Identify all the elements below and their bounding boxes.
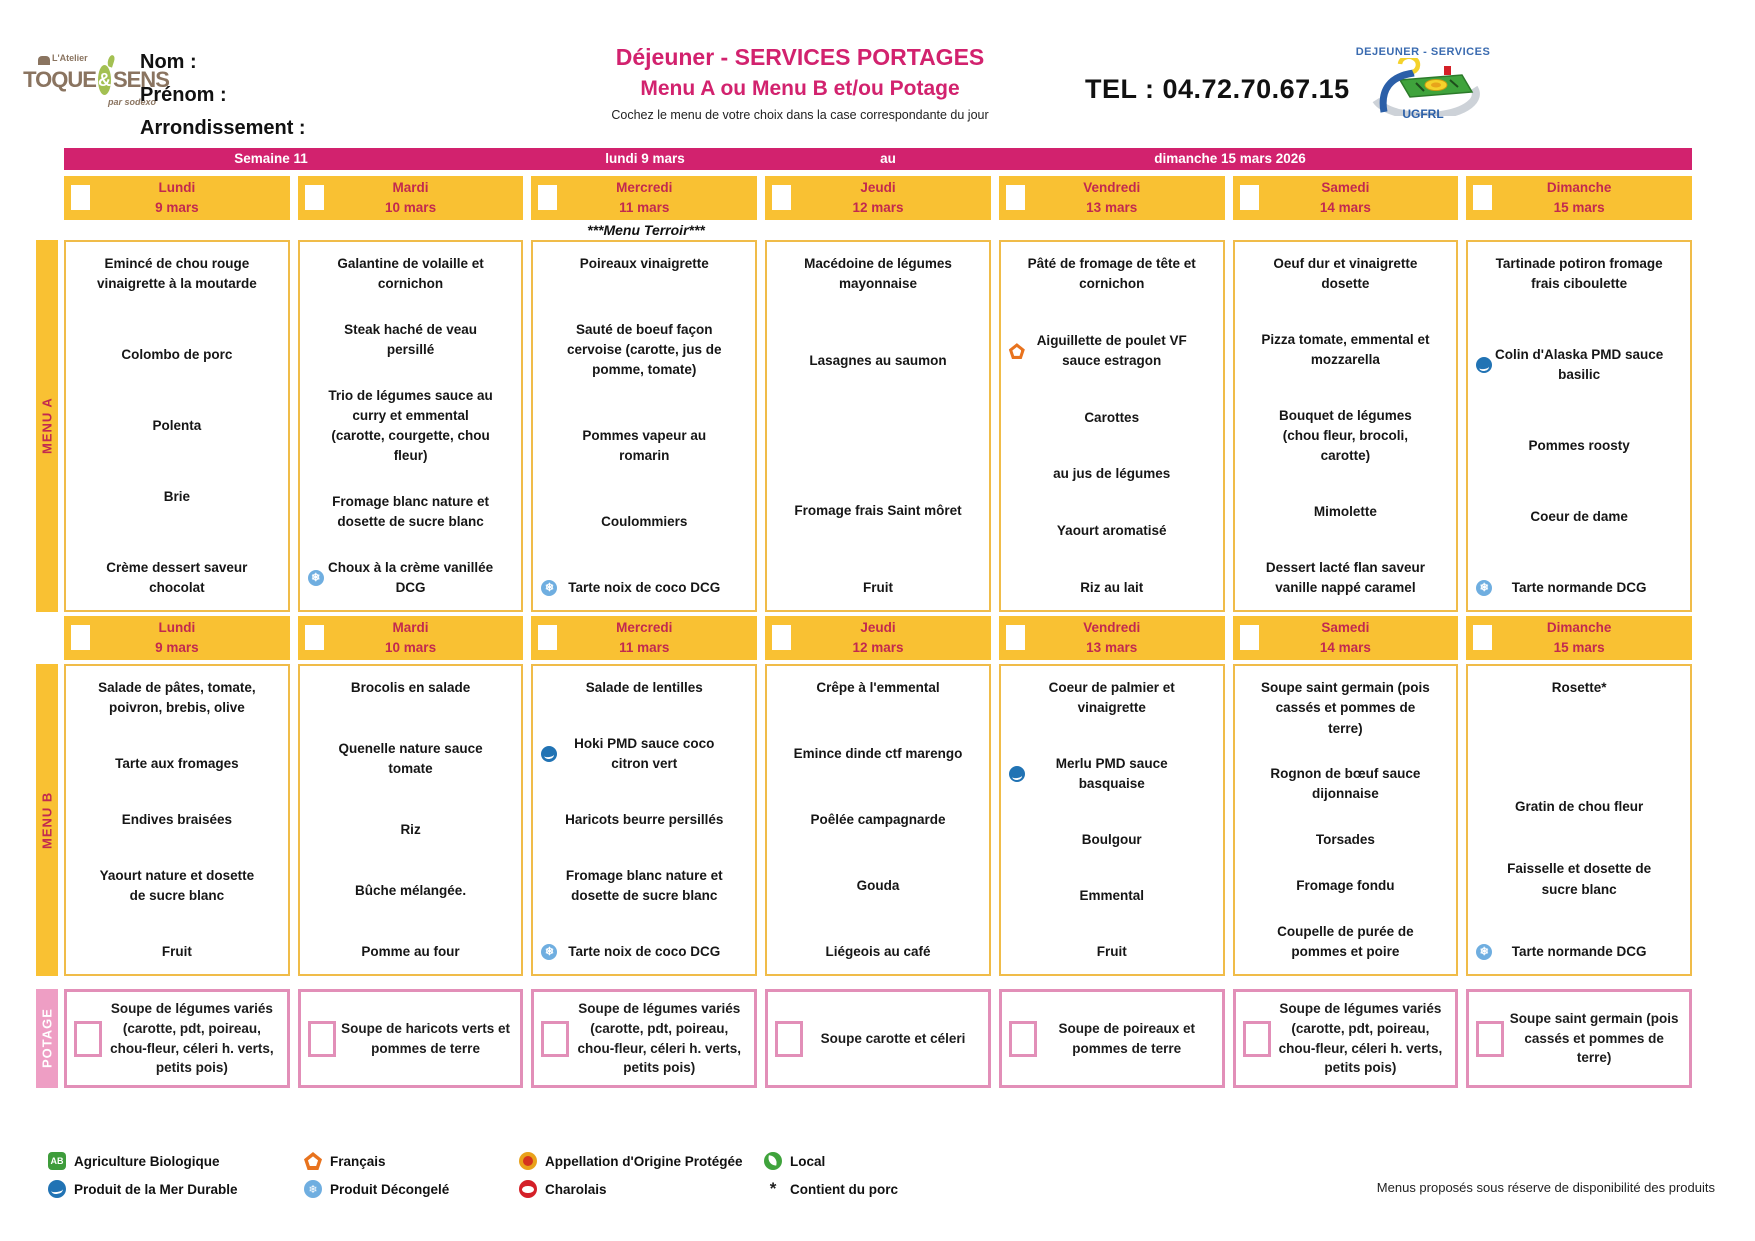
menu-item: [1005, 886, 1219, 906]
legend-label: Agriculture Biologique: [74, 1153, 220, 1169]
menu-card: [64, 664, 290, 976]
menu-item: [1239, 406, 1453, 467]
day-header-cell: [298, 176, 524, 220]
menu-item-text: Bûche mélangée.: [355, 882, 467, 898]
dejeuner-services-ugfrl-logo: [1348, 46, 1498, 121]
potage-item-text: Soupe carotte et céleri: [820, 1030, 966, 1046]
menu-item: [1472, 740, 1686, 755]
menu-item: [1472, 578, 1686, 598]
menu-item-text: Emincé de chou rouge vinaigrette à la moutarde: [96, 256, 257, 292]
menu-b-label: MENU B: [36, 664, 58, 976]
name-label[interactable]: Nom :: [140, 51, 197, 73]
menu-card: [298, 664, 524, 976]
day-checkbox[interactable]: [538, 625, 557, 650]
menu-item: [304, 820, 518, 840]
menu-item: [537, 320, 751, 381]
day-date: 13 mars: [1086, 199, 1138, 215]
footer-note: Menus proposés sous réserve de disponibilité des produits: [1376, 1180, 1715, 1195]
day-name: Jeudi: [860, 179, 896, 195]
menu-item: [70, 866, 284, 907]
menu-item: [771, 501, 985, 521]
day-header-cell: [765, 176, 991, 220]
day-date: 12 mars: [852, 199, 904, 215]
menu-item: [1005, 754, 1219, 795]
menu-item: [1005, 521, 1219, 541]
menu-item: [771, 254, 985, 295]
day-date: 10 mars: [385, 639, 437, 655]
menu-card: [298, 240, 524, 612]
menu-item: [537, 254, 751, 274]
logo-sens-text: SENS: [112, 67, 169, 92]
decongele-icon: [541, 580, 557, 596]
menu-item: [1472, 345, 1686, 386]
logo-atelier-text: L'Atelier: [52, 53, 88, 63]
menu-item-text: Lasagnes au saumon: [809, 353, 947, 369]
menu-item: [70, 254, 284, 295]
menu-item-text: Fromage blanc nature et dosette de sucre blanc: [565, 867, 723, 903]
menu-item-text: Coupelle de purée de pommes et poire: [1277, 923, 1414, 959]
menu-item-text: Gouda: [856, 877, 900, 893]
potage-card: [999, 989, 1225, 1088]
day-name: Vendredi: [1083, 619, 1141, 635]
menu-item-text: Rognon de bœuf sauce dijonnaise: [1270, 766, 1421, 802]
menu-item: [1472, 436, 1686, 456]
legend-item: [764, 1152, 944, 1170]
day-header-cell: [1233, 176, 1459, 220]
day-header-cell: [1466, 176, 1692, 220]
menu-item-text: Dessert lacté flan saveur vanille nappé caramel: [1265, 559, 1425, 595]
logo-sodexo-text: par sodexo: [107, 97, 156, 107]
menu-item-text: Coeur de palmier et vinaigrette: [1048, 680, 1175, 716]
menu-item-text: Fromage fondu: [1296, 877, 1395, 893]
menu-item-text: Hoki PMD sauce coco citron vert: [574, 735, 715, 772]
day-header-cell: [999, 176, 1225, 220]
menu-item-text: Tarte normande DCG: [1511, 943, 1647, 959]
menu-item-text: Fruit: [862, 579, 893, 595]
ampersand-leaf-icon: &: [98, 65, 111, 95]
day-checkbox[interactable]: [772, 625, 791, 650]
week-number: Semaine 11: [234, 151, 308, 166]
day-checkbox[interactable]: [772, 185, 791, 210]
day-name: Mercredi: [616, 619, 673, 635]
menu-item: [1239, 922, 1453, 963]
day-checkbox[interactable]: [1473, 185, 1492, 210]
legend-label: Produit Décongelé: [330, 1181, 450, 1197]
day-checkbox[interactable]: [305, 185, 324, 210]
aop-icon: [519, 1152, 537, 1170]
day-name: Dimanche: [1546, 619, 1612, 635]
menu-item-text: Fromage frais Saint môret: [794, 502, 962, 518]
menu-item-text: Gratin de chou fleur: [1515, 799, 1644, 815]
menu-item-text: Carottes: [1084, 409, 1140, 425]
day-header-row-2: [64, 616, 1692, 660]
menu-item: [304, 678, 518, 698]
legend-item: [304, 1179, 519, 1199]
decongele-icon: [541, 944, 557, 960]
day-header-cell: [999, 616, 1225, 660]
potage-checkbox[interactable]: [1009, 1021, 1037, 1057]
potage-card: [531, 989, 757, 1088]
ugfrl-text: UGFRL: [1402, 107, 1444, 121]
day-name: Mercredi: [616, 179, 673, 195]
day-date: 15 mars: [1553, 199, 1605, 215]
week-end-date: dimanche 15 mars 2026: [1154, 151, 1306, 166]
menu-item: [537, 512, 751, 532]
potage-label: POTAGE: [36, 989, 58, 1088]
menu-item: [1239, 558, 1453, 599]
legend-label: Local: [790, 1153, 826, 1169]
menu-item: [1239, 830, 1453, 850]
menu-item-text: Oeuf dur et vinaigrette dosette: [1273, 256, 1418, 292]
legend-label: Charolais: [545, 1181, 607, 1197]
menu-item: [537, 866, 751, 907]
day-header-cell: [765, 616, 991, 660]
potage-item-text: Soupe de légumes variés (carotte, pdt, poireau, chou-fleur, céleri h. verts, petits pois): [110, 1001, 274, 1076]
menu-item-text: Endives braisées: [121, 811, 233, 827]
legend-item: [519, 1179, 764, 1199]
decongele-icon: [1476, 580, 1492, 596]
menu-item-text: Soupe saint germain (pois cassés et pommes de terre): [1261, 680, 1430, 736]
menu-item-text: Torsades: [1315, 832, 1375, 848]
menu-item: [537, 426, 751, 467]
menu-item-text: Tarte noix de coco DCG: [568, 579, 721, 595]
potage-item-text: Soupe de légumes variés (carotte, pdt, poireau, chou-fleur, céleri h. verts, petits pois): [1278, 1001, 1443, 1076]
decongele-icon: [1476, 944, 1492, 960]
menu-item-text: Emince dinde ctf marengo: [793, 745, 963, 761]
menu-item: [537, 578, 751, 598]
day-name: Dimanche: [1546, 179, 1612, 195]
day-date: 13 mars: [1086, 639, 1138, 655]
day-date: 11 mars: [619, 199, 670, 215]
menu-item: [1005, 678, 1219, 719]
menu-item: [1239, 678, 1453, 739]
menu-item: [70, 345, 284, 365]
legend: [48, 1152, 944, 1199]
day-checkbox[interactable]: [1240, 625, 1259, 650]
potage-checkbox[interactable]: [308, 1021, 336, 1057]
menu-item-text: Macédoine de légumes mayonnaise: [804, 256, 952, 292]
menu-item-text: Riz: [400, 822, 421, 837]
menu-item: [771, 744, 985, 764]
menu-item: [537, 678, 751, 698]
menu-card: [531, 664, 757, 976]
menu-item: [1472, 797, 1686, 817]
local-icon: [764, 1152, 782, 1170]
menu-card: [765, 664, 991, 976]
legend-label: Appellation d'Origine Protégée: [545, 1153, 743, 1169]
menu-item: [70, 810, 284, 830]
potage-row: [64, 989, 1692, 1088]
menu-item: [304, 942, 518, 962]
menu-item: [1472, 942, 1686, 962]
potage-item-text: Soupe de poireaux et pommes de terre: [1058, 1020, 1195, 1056]
menu-item-text: Pommes vapeur au romarin: [582, 428, 707, 464]
day-date: 12 mars: [852, 639, 904, 655]
menu-card: [531, 240, 757, 612]
menu-item: [1239, 254, 1453, 295]
asterisk-icon: *: [769, 1179, 777, 1198]
menu-item-text: Yaourt aromatisé: [1056, 523, 1167, 539]
day-name: Jeudi: [860, 619, 896, 635]
menu-item: [70, 678, 284, 719]
menu-item-text: Steak haché de veau persillé: [344, 321, 477, 357]
menu-item: [304, 739, 518, 780]
menu-card: [999, 664, 1225, 976]
recipient-fields: [140, 46, 306, 145]
menu-item-text: Mimolette: [1313, 503, 1377, 519]
menu-card: [765, 240, 991, 612]
day-checkbox[interactable]: [538, 185, 557, 210]
menu-item-text: Brocolis en salade: [350, 680, 471, 695]
menu-item: [304, 254, 518, 295]
potage-checkbox[interactable]: [1476, 1021, 1504, 1057]
menu-item-text: Tarte aux fromages: [115, 756, 239, 772]
potage-checkbox[interactable]: [541, 1021, 569, 1057]
menu-item: [304, 492, 518, 533]
menu-item: [1005, 830, 1219, 850]
menu-item-text: Haricots beurre persillés: [565, 811, 724, 827]
day-name: Samedi: [1321, 619, 1370, 635]
menu-item: [771, 876, 985, 896]
page-title: Déjeuner - SERVICES PORTAGES: [615, 44, 985, 70]
day-name: Mardi: [392, 619, 429, 635]
menu-terroir-note: ***Menu Terroir***: [587, 222, 705, 238]
menu-item-text: Pizza tomate, emmental et mozzarella: [1261, 331, 1430, 368]
week-start-date: lundi 9 mars: [605, 151, 685, 166]
potage-card: [1233, 989, 1459, 1088]
legend-item: [519, 1152, 764, 1170]
menu-item-text: Fruit: [161, 943, 192, 959]
menu-item-text: Quenelle nature sauce tomate: [338, 740, 483, 777]
francais-icon: [304, 1152, 322, 1170]
menu-item: [1239, 764, 1453, 805]
pmd-icon: [48, 1180, 66, 1198]
menu-card: [1466, 664, 1692, 976]
menu-item-text: Poêlée campagnarde: [810, 811, 946, 827]
potage-item-text: Soupe de légumes variés (carotte, pdt, poireau, chou-fleur, céleri h. verts, petits pois): [577, 1001, 742, 1076]
menu-item-text: Poireaux vinaigrette: [579, 256, 709, 271]
menu-item-text: Fromage blanc nature et dosette de sucre blanc: [332, 493, 489, 529]
potage-checkbox[interactable]: [775, 1021, 803, 1057]
day-checkbox[interactable]: [1473, 625, 1492, 650]
menu-item-text: Galantine de volaille et cornichon: [337, 256, 484, 292]
menu-item-text: Merlu PMD sauce basquaise: [1055, 756, 1168, 792]
menu-item-text: Choux à la crème vanillée DCG: [328, 559, 494, 595]
legend-item: [48, 1179, 304, 1199]
menu-item-text: Pommes roosty: [1528, 438, 1630, 454]
menu-card: [64, 240, 290, 612]
potage-card: [1466, 989, 1692, 1088]
chef-hat-icon: [38, 56, 50, 65]
legend-item: [764, 1179, 944, 1199]
pmd-icon: [1009, 766, 1025, 782]
menu-card: [1466, 240, 1692, 612]
menu-item: [1239, 502, 1453, 522]
phone-number: TEL : 04.72.70.67.15: [1085, 74, 1350, 104]
day-header-cell: [1233, 616, 1459, 660]
potage-item-text: Soupe saint germain (pois cassés et pommes de terre): [1509, 1011, 1679, 1066]
menu-item: [1005, 254, 1219, 295]
potage-card: [64, 989, 290, 1088]
menu-item: [537, 734, 751, 775]
day-header-cell: [64, 176, 290, 220]
instruction-text: Cochez le menu de votre choix dans la case correspondante du jour: [611, 108, 989, 122]
menu-item: [1005, 408, 1219, 428]
charolais-icon: [519, 1180, 537, 1198]
menu-item-text: Boulgour: [1081, 832, 1142, 848]
menu-item: [771, 351, 985, 371]
menu-item: [304, 320, 518, 361]
menu-item-text: Bouquet de légumes (chou fleur, brocoli, carotte): [1279, 407, 1412, 464]
menu-item-text: Fruit: [1096, 943, 1127, 959]
menu-item: [1472, 859, 1686, 900]
menu-item: [70, 754, 284, 774]
menu-a-label: MENU A: [36, 240, 58, 612]
menu-item-text: Tarte noix de coco DCG: [568, 943, 721, 959]
menu-item: [70, 558, 284, 599]
potage-card: [298, 989, 524, 1088]
day-header-cell: [531, 616, 757, 660]
potage-card: [765, 989, 991, 1088]
menu-item: [304, 386, 518, 467]
legend-item: [304, 1152, 519, 1170]
day-name: Mardi: [392, 179, 429, 195]
menu-item-text: Yaourt nature et dosette de sucre blanc: [99, 867, 255, 903]
pmd-icon: [1476, 357, 1492, 373]
menu-item: [70, 416, 284, 436]
menu-item: [70, 487, 284, 507]
ab-icon: [48, 1152, 66, 1170]
decongele-icon: [308, 570, 324, 586]
menu-item: [771, 429, 985, 444]
menu-item: [1239, 330, 1453, 371]
menu-item-text: Polenta: [152, 417, 202, 433]
menu-item: [771, 810, 985, 830]
day-name: Samedi: [1321, 179, 1370, 195]
menu-item-text: Riz au lait: [1080, 579, 1144, 595]
menu-item: [771, 578, 985, 598]
menu-item: [771, 942, 985, 962]
day-date: 15 mars: [1553, 639, 1605, 655]
day-header-cell: [298, 616, 524, 660]
week-to-word: au: [880, 151, 896, 166]
menu-item-text: au jus de légumes: [1053, 466, 1171, 482]
menu-item-text: Brie: [163, 488, 190, 504]
menu-item-text: Crêpe à l'emmental: [816, 680, 940, 695]
menu-card: [1233, 664, 1459, 976]
menu-item-text: Trio de légumes sauce au curry et emmental (carotte, courgette, chou fleur): [328, 387, 493, 464]
day-name: Vendredi: [1083, 179, 1141, 195]
menu-item: [771, 678, 985, 698]
menu-item-text: Colombo de porc: [121, 347, 233, 363]
potage-item-text: Soupe de haricots verts et pommes de terre: [341, 1020, 510, 1056]
legend-item: [48, 1152, 304, 1170]
potage-checkbox[interactable]: [74, 1021, 102, 1057]
menu-item-text: Pomme au four: [361, 943, 460, 959]
potage-checkbox[interactable]: [1243, 1021, 1271, 1057]
day-checkbox[interactable]: [1240, 185, 1259, 210]
menu-card: [1233, 240, 1459, 612]
menu-item: [1005, 331, 1219, 372]
day-checkbox[interactable]: [71, 185, 90, 210]
legend-label: Français: [330, 1153, 386, 1169]
menu-item-text: Salade de lentilles: [585, 680, 703, 695]
menu-item: [1472, 678, 1686, 698]
menu-item: [1239, 876, 1453, 896]
logo-toque-text: TOQUE: [23, 67, 96, 92]
menu-item-text: Emmental: [1079, 887, 1144, 903]
francais-icon: [1009, 343, 1025, 359]
menu-item-text: Faisselle et dosette de sucre blanc: [1507, 861, 1652, 897]
decongele-icon: [304, 1180, 322, 1198]
menu-item-text: Rosette*: [1551, 680, 1607, 695]
day-header-row-1: [64, 176, 1692, 220]
menu-item: [1472, 507, 1686, 527]
menu-item-text: Coeur de dame: [1530, 508, 1628, 524]
day-header-cell: [1466, 616, 1692, 660]
day-date: 9 mars: [155, 199, 199, 215]
day-checkbox[interactable]: [71, 625, 90, 650]
menu-item-text: Crème dessert saveur chocolat: [106, 559, 248, 595]
menu-item: [1005, 578, 1219, 598]
legend-label: Produit de la Mer Durable: [74, 1181, 238, 1197]
day-date: 10 mars: [385, 199, 437, 215]
day-date: 11 mars: [619, 639, 670, 655]
day-checkbox[interactable]: [305, 625, 324, 650]
menu-item: [1005, 464, 1219, 484]
menu-item: [1472, 254, 1686, 295]
toque-et-sens-logo: [23, 53, 169, 107]
menu-item: [537, 810, 751, 830]
menu-card: [999, 240, 1225, 612]
menu-item-text: Coulommiers: [601, 514, 688, 529]
week-bar: [64, 148, 1692, 170]
menu-item-text: Liégeois au café: [825, 943, 931, 959]
day-checkbox[interactable]: [1006, 625, 1025, 650]
day-date: 14 mars: [1319, 199, 1371, 215]
day-header-cell: [64, 616, 290, 660]
page-subtitle: Menu A ou Menu B et/ou Potage: [640, 77, 960, 100]
day-date: 14 mars: [1319, 639, 1371, 655]
pmd-icon: [541, 746, 557, 762]
menu-item: [304, 881, 518, 901]
legend-label: Contient du porc: [790, 1181, 898, 1197]
day-name: Lundi: [158, 619, 196, 635]
day-date: 9 mars: [155, 639, 199, 655]
day-checkbox[interactable]: [1006, 185, 1025, 210]
menu-item: [1005, 942, 1219, 962]
firstname-label[interactable]: Prénom :: [140, 84, 227, 106]
day-header-cell: [531, 176, 757, 220]
district-label[interactable]: Arrondissement :: [140, 117, 306, 139]
menu-b-row: [64, 664, 1692, 976]
dejeuner-services-logo-text: DEJEUNER - SERVICES: [1355, 46, 1491, 58]
menu-item-text: Aiguillette de poulet VF sauce estragon: [1036, 332, 1187, 369]
menu-item-text: Colin d'Alaska PMD sauce basilic: [1495, 347, 1664, 383]
menu-item-text: Sauté de boeuf façon cervoise (carotte, jus de pomme, tomate): [566, 321, 722, 378]
day-name: Lundi: [158, 179, 196, 195]
menu-item-text: Salade de pâtes, tomate, poivron, brebis, olive: [98, 680, 256, 716]
menu-item-text: Tarte normande DCG: [1511, 579, 1647, 595]
menu-item: [537, 942, 751, 962]
menu-item-text: Pâté de fromage de tête et cornichon: [1027, 256, 1196, 292]
menu-a-row: [64, 240, 1692, 612]
menu-item: [70, 942, 284, 962]
menu-item: [304, 558, 518, 599]
menu-item-text: Tartinade potiron fromage frais ciboulette: [1495, 256, 1663, 292]
